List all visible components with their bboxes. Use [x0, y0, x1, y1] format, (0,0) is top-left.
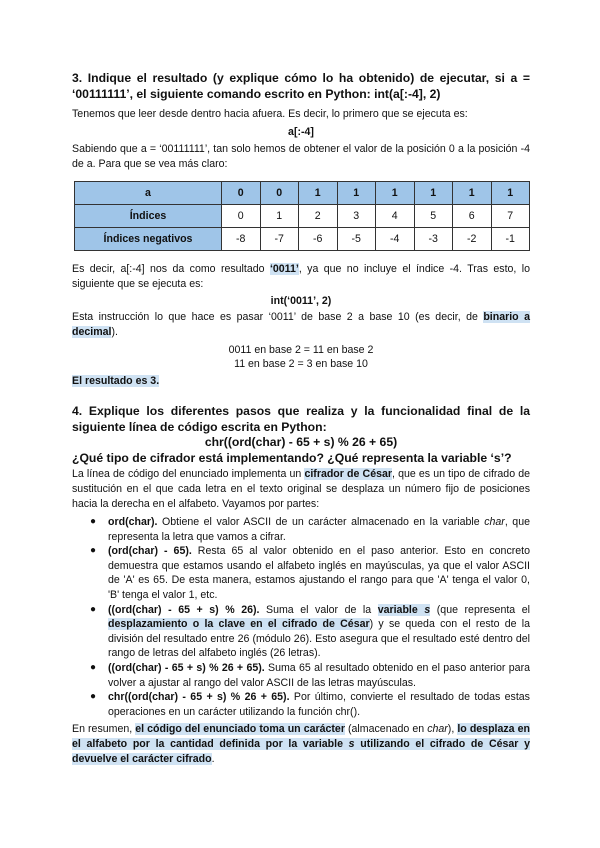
table-row: [75, 205, 530, 228]
text-span: Obtiene el valor ASCII de un carácter almacenado en la variable: [157, 516, 485, 528]
table-row: [75, 228, 530, 251]
table-cell: -8: [222, 228, 261, 251]
text-span: .: [211, 753, 215, 765]
q4-code: chr((ord(char) - 65 + s) % 26 + 65): [204, 435, 398, 449]
q3-result: [72, 374, 530, 389]
text-span: , que es un tipo de cifrado de sustitución en el que cada letra en el texto original se desplaza un número fijo de posiciones hacia la derecha en el alfabeto. Vayamos por partes:: [72, 468, 531, 510]
table-cell: 6: [453, 205, 492, 228]
summary-highlight: utilizando el cifrado de César y devuelve el carácter cifrado: [72, 738, 530, 765]
slice-result: ‘0011’: [269, 263, 299, 275]
text-span: Es decir, a[:-4] nos da como resultado: [72, 263, 270, 275]
table-cell: 0: [222, 182, 261, 205]
text-span: En resumen,: [72, 723, 136, 735]
table-cell: 2: [299, 205, 338, 228]
q4-subheading: ¿Qué tipo de cifrador está implementando? ¿Qué representa la variable ‘s’?: [72, 451, 512, 465]
step-code: ord(char).: [108, 516, 158, 528]
list-item: [72, 690, 530, 719]
cesar-highlight: cifrador de César: [304, 468, 392, 480]
list-item: [72, 515, 530, 544]
text-span: (almacenado en: [344, 723, 428, 735]
result-highlight: El resultado es 3.: [72, 375, 160, 387]
table-cell: 3: [337, 205, 376, 228]
text-span: La línea de código del enunciado implementa un: [72, 468, 305, 480]
q4-heading: 4. Explique los diferentes pasos que realiza y la funcionalidad final de la siguiente línea de código escrita en Python:: [72, 404, 530, 434]
table-cell: -6: [299, 228, 338, 251]
list-item: [72, 603, 530, 661]
q4-intro: [72, 467, 530, 512]
steps-list: [72, 515, 530, 719]
q3-paragraph-1: Sabiendo que a = ‘00111111’, tan solo hemos de obtener el valor de la posición 0 a la posición -4 de a. Para que se vea más claro:: [72, 143, 530, 170]
text-span: , que representa la letra que vamos a cifrar.: [108, 516, 530, 543]
step-code: chr((ord(char) - 65 + s) % 26 + 65).: [108, 691, 290, 704]
table-cell: -7: [260, 228, 299, 251]
binary-decimal-highlight: binario a decimal: [72, 311, 530, 338]
bullet-icon: ●: [90, 516, 97, 527]
table-cell: 4: [376, 205, 415, 228]
table-cell: -3: [414, 228, 453, 251]
table-cell: 1: [376, 182, 415, 205]
q3-code-int: int(‘0011’, 2): [270, 295, 332, 307]
table-row: [75, 182, 530, 205]
table-cell: -2: [453, 228, 492, 251]
table-cell: Índices: [75, 205, 222, 228]
list-item: [72, 544, 530, 602]
text-span: (que representa el: [430, 603, 530, 616]
shift-key-highlight: desplazamiento o la clave en el cifrado de César: [108, 618, 370, 631]
text-span: ).: [111, 326, 118, 338]
text-span: ),: [447, 723, 458, 735]
table-cell: 1: [299, 182, 338, 205]
step-code: (ord(char) - 65).: [108, 545, 192, 558]
step-code: ((ord(char) - 65 + s) % 26 + 65).: [108, 661, 265, 674]
summary-highlight: el código del enunciado toma un carácter: [135, 723, 345, 735]
list-item: [72, 661, 530, 690]
text-span: char: [484, 516, 505, 528]
bullet-icon: ●: [90, 545, 97, 557]
table-cell: a: [75, 182, 222, 205]
table-cell: 5: [414, 205, 453, 228]
bullet-icon: ●: [90, 691, 97, 703]
text-span: Esta instrucción lo que hace es pasar ‘0011’ de base 2 a base 10 (es decir, de: [72, 311, 484, 323]
table-cell: 1: [260, 205, 299, 228]
text-span: char: [427, 723, 448, 735]
bullet-icon: ●: [90, 661, 97, 673]
text-span: Suma el valor de la: [259, 603, 378, 616]
table-cell: -4: [376, 228, 415, 251]
summary-highlight: s: [348, 738, 355, 750]
variable-s-highlight: s: [424, 603, 431, 616]
table-cell: 7: [491, 205, 530, 228]
table-cell: 1: [414, 182, 453, 205]
q3-heading: 3. Indique el resultado (y explique cómo lo ha obtenido) de ejecutar, si a = ‘00111111’, el siguiente comando escrito en Python: int(a[:-4], 2): [72, 71, 530, 101]
summary-highlight: lo desplaza en el alfabeto por la cantidad definida por la variable: [72, 723, 530, 750]
q3-code-slice: a[:-4]: [288, 126, 314, 138]
q3-conversion-2: 11 en base 2 = 3 en base 10: [234, 358, 368, 370]
table-cell: 0: [222, 205, 261, 228]
step-code: ((ord(char) - 65 + s) % 26).: [108, 603, 260, 616]
table-cell: -5: [337, 228, 376, 251]
table-cell: Índices negativos: [75, 228, 222, 251]
q3-paragraph-2: [72, 262, 530, 292]
table-cell: 1: [491, 182, 530, 205]
table-cell: 0: [260, 182, 299, 205]
q4-summary: [72, 722, 530, 767]
variable-s-highlight: variable: [377, 603, 425, 616]
bullet-icon: ●: [90, 603, 97, 615]
q3-paragraph-3: [72, 310, 530, 340]
q3-intro: Tenemos que leer desde dentro hacia afuera. Es decir, lo primero que se ejecuta es:: [72, 108, 468, 120]
text-span: Resta 65 al valor obtenido en el paso anterior. Esto en concreto demuestra que estamos usando el alfabeto inglés en mayúsculas, ya que el valor ASCII de 'A' es 65. De esta manera, estamos ajustando el rango para que 'A' tenga el valor 0, 'B' tenga el valor 1, etc.: [108, 545, 530, 601]
table-cell: 1: [453, 182, 492, 205]
table-cell: -1: [491, 228, 530, 251]
text-span: , ya que no incluye el índice -4. Tras esto, lo siguiente que se ejecuta es:: [72, 263, 530, 290]
table-cell: 1: [337, 182, 376, 205]
q3-conversion-1: 0011 en base 2 = 11 en base 2: [228, 344, 374, 356]
text-span: ) y se queda con el resto de la división del resultado entre 26 (módulo 26). Esto asegura que el resultado esté dentro del rango de letras del alfabeto inglés (26 letras).: [108, 618, 530, 660]
text-span: Suma 65 al resultado obtenido en el paso anterior para volver a ajustar al rango del valor ASCII de las letras mayúsculas.: [108, 661, 530, 689]
text-span: Por último, convierte el resultado de todas estas operaciones en un carácter utilizando la función chr().: [108, 691, 530, 718]
index-table: [74, 181, 530, 251]
